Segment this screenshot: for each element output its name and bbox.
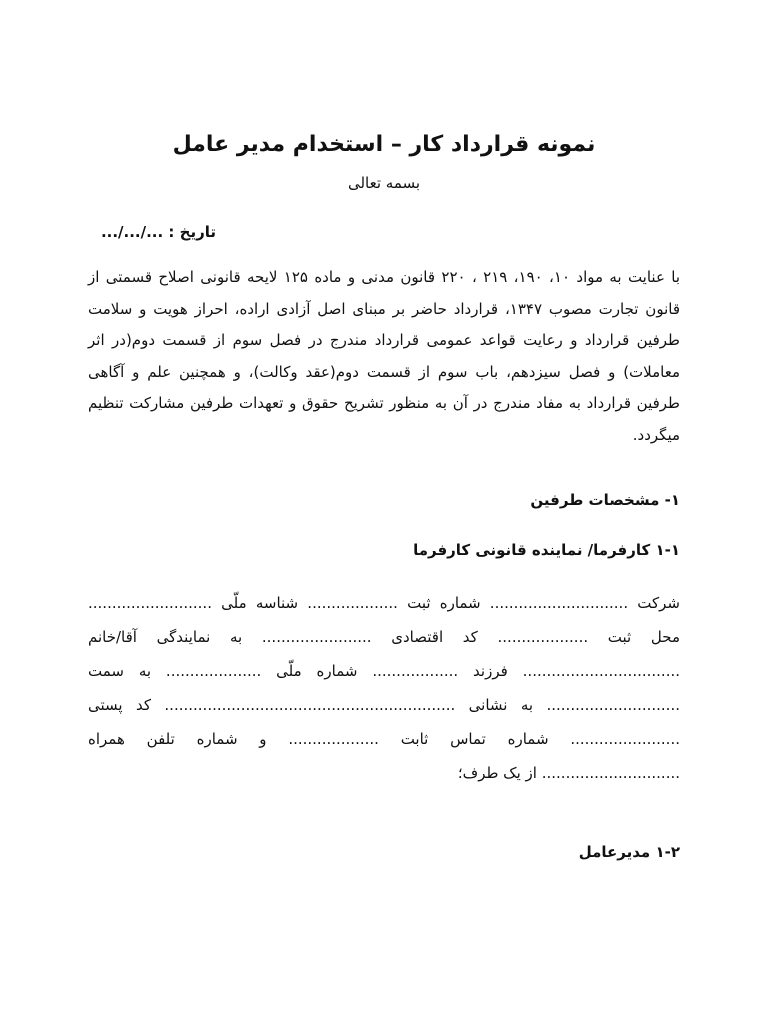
date-value: .../.../... xyxy=(100,223,164,241)
document-title: نمونه قرارداد کار – استخدام مدیر عامل xyxy=(172,132,596,157)
document-subtitle: بسمه تعالی xyxy=(347,174,421,192)
document-page xyxy=(88,0,680,1024)
section-heading-parties: ۱- مشخصات طرفین xyxy=(530,491,680,509)
date-line xyxy=(101,220,216,244)
employer-details-paragraph: شرکت ............................. شماره ثبت ................... شناسه ملّی .......................... محل ثبت ................... کد اقتصادی ....................... به نمایندگی آقا/خانم ................................. فرزند .................. شماره ملّی .................... به سمت ............................ به نشانی ............................................................. کد پستی ....................... شماره تماس ثابت ................... و شماره تلفن همراه ............................. از یک طرف؛ xyxy=(88,594,680,782)
intro-paragraph: با عنایت به مواد ۱۰، ۱۹۰، ۲۱۹ ، ۲۲۰ قانون مدنی و ماده ۱۲۵ لایحه قانونی اصلاح قسمتی از قانون تجارت مصوب ۱۳۴۷، قرارداد حاضر بر مبنای اصل آزادی اراده، احراز هویت و سلامت طرفین قرارداد و رعایت قواعد عمومی قرارداد مندرج در فصل سوم از قسمت دوم(در اثر معاملات) و فصل سیزدهم، باب سوم از قسمت دوم(عقد وکالت)، و همچنین علم و آگاهی طرفین قرارداد به مفاد مندرج در آن به منظور تشریح حقوق و تعهدات طرفین مشارکت تنظیم میگردد. xyxy=(88,268,681,444)
date-label: تاریخ : xyxy=(168,223,216,241)
section-heading-employer: ۱-۱ کارفرما/ نماینده قانونی کارفرما xyxy=(413,541,680,559)
section-heading-ceo: ۱-۲ مدیرعامل xyxy=(578,843,680,861)
